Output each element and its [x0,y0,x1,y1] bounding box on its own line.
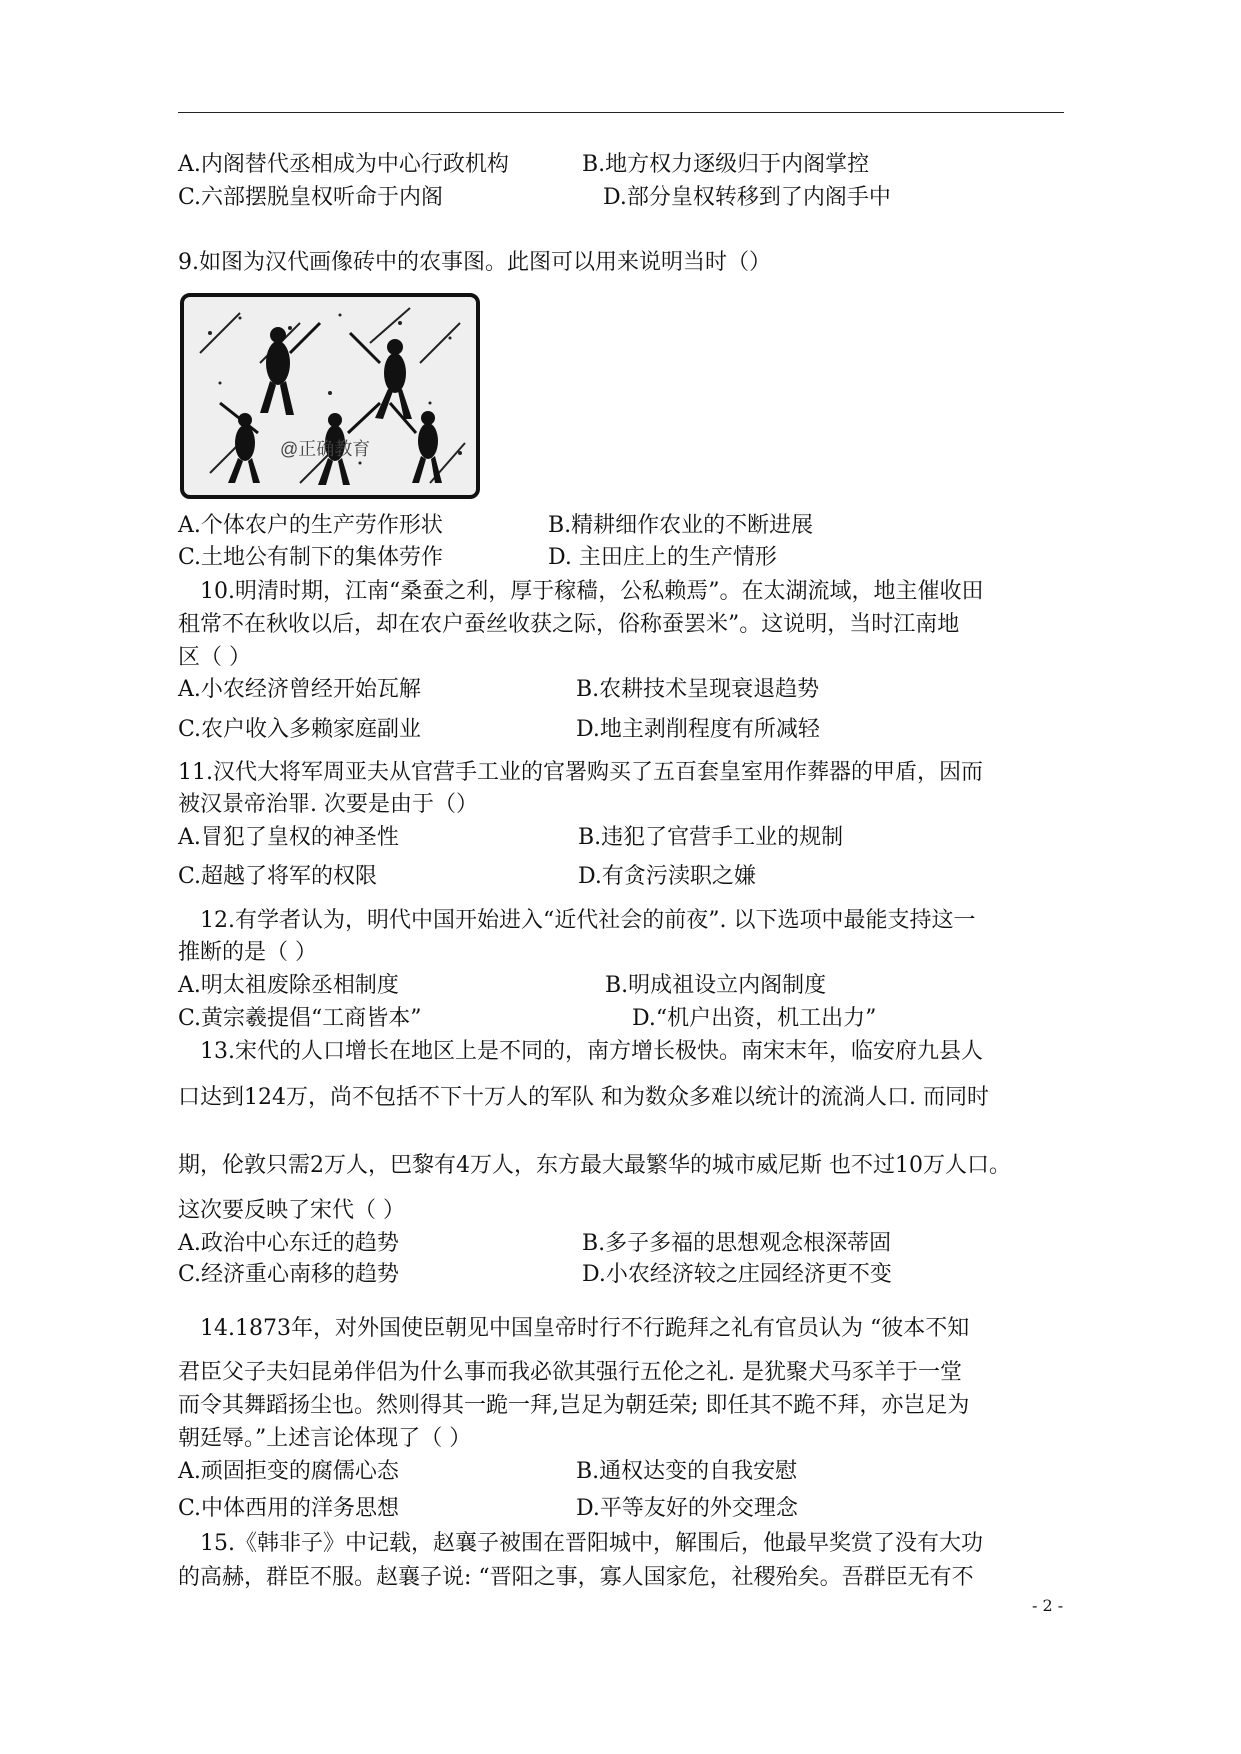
q8-option-a: A.内阁替代丞相成为中心行政机构 [178,152,509,177]
q12-option-b: B.明成祖设立内阁制度 [605,973,827,998]
q13-line-2: 口达到124万，尚不包括不下十万人的军队 和为数众多难以统计的流淌人口. 而同时 [178,1085,989,1110]
q12-option-a: A.明太祖废除丞相制度 [178,973,399,998]
q9-stem: 9.如图为汉代画像砖中的农事图。此图可以用来说明当时（） [178,250,771,275]
q10-line-1: 10.明清时期，江南“桑蚕之利，厚于稼穑，公私赖焉”。在太湖流域，地主催收田 [200,579,984,604]
q12-line-2: 推断的是（ ） [178,940,317,965]
q11-option-a: A.冒犯了皇权的神圣性 [178,825,399,850]
header-rule [178,112,1064,113]
q14-option-b: B.通权达变的自我安慰 [576,1459,798,1484]
q12-option-d: D.“机户出资，机工出力” [632,1006,877,1031]
q8-option-c: C.六部摆脱皇权听命于内阁 [178,185,444,210]
q14-line-1: 14.1873年，对外国使臣朝见中国皇帝时行不行跪拜之礼有官员认为 “彼本不知 [200,1316,970,1341]
q11-option-b: B.违犯了官营手工业的规制 [578,825,844,850]
q14-option-a: A.顽固拒变的腐儒心态 [178,1459,399,1484]
q15-line-2: 的高赫，群臣不服。赵襄子说: “晋阳之事，寡人国家危，社稷殆矣。吾群臣无有不 [178,1565,974,1590]
q14-line-4: 朝廷辱。”上述言论体现了（ ） [178,1426,472,1451]
q13-option-b: B.多子多福的思想观念根深蒂固 [582,1231,892,1256]
q11-line-1: 11.汉代大将军周亚夫从官营手工业的官署购买了五百套皇室用作葬器的甲盾，因而 [178,760,983,785]
q13-line-1: 13.宋代的人口增长在地区上是不同的，南方增长极快。南宋末年，临安府九县人 [200,1039,983,1064]
q13-line-3: 期，伦敦只需2万人，巴黎有4万人，东方最大最繁华的城市威尼斯 也不过10万人口。 [178,1153,1011,1178]
q13-option-d: D.小农经济较之庄园经济更不变 [582,1262,892,1287]
q10-option-b: B.农耕技术呈现衰退趋势 [576,677,820,702]
q9-option-d: D. 主田庄上的生产情形 [548,545,777,570]
q10-option-d: D.地主剥削程度有所减轻 [576,717,820,742]
q12-line-1: 12.有学者认为，明代中国开始进入“近代社会的前夜”. 以下选项中最能支持这一 [200,908,976,933]
q8-option-d: D.部分皇权转移到了内阁手中 [603,185,891,210]
q10-option-a: A.小农经济曾经开始瓦解 [178,677,421,702]
q14-line-3: 而令其舞蹈扬尘也。然则得其一跪一拜,岂足为朝廷荣; 即任其不跪不拜，亦岂足为 [178,1393,970,1418]
q14-option-c: C.中体西用的洋务思想 [178,1496,400,1521]
q15-line-1: 15.《韩非子》中记载，赵襄子被围在晋阳城中，解围后，他最早奖赏了没有大功 [200,1531,983,1556]
q11-line-2: 被汉景帝治罪. 次要是由于（） [178,792,478,817]
q11-option-c: C.超越了将军的权限 [178,864,378,889]
q14-line-2: 君臣父子夫妇昆弟伴侣为什么事而我必欲其强行五伦之礼. 是犹聚犬马豕羊于一堂 [178,1360,962,1385]
page-number: - 2 - [1032,1596,1064,1615]
farming-relief-image [180,293,480,499]
q12-option-c: C.黄宗羲提倡“工商皆本” [178,1006,422,1031]
q14-option-d: D.平等友好的外交理念 [576,1496,798,1521]
q9-option-b: B.精耕细作农业的不断进展 [548,513,814,538]
q10-line-3: 区（ ） [178,645,251,670]
q11-option-d: D.有贪污渎职之嫌 [578,864,756,889]
image-watermark: @正确教育 [280,439,371,459]
q9-option-a: A.个体农户的生产劳作形状 [178,513,443,538]
q9-option-c: C.土地公有制下的集体劳作 [178,545,444,570]
q8-option-b: B.地方权力逐级归于内阁掌控 [582,152,870,177]
q13-option-a: A.政治中心东迁的趋势 [178,1231,399,1256]
q13-line-4: 这次要反映了宋代（ ） [178,1198,405,1223]
q13-option-c: C.经济重心南移的趋势 [178,1262,400,1287]
q10-option-c: C.农户收入多赖家庭副业 [178,717,422,742]
q10-line-2: 租常不在秋收以后，却在农户蚕丝收获之际，俗称蚕罢米”。这说明，当时江南地 [178,612,960,637]
